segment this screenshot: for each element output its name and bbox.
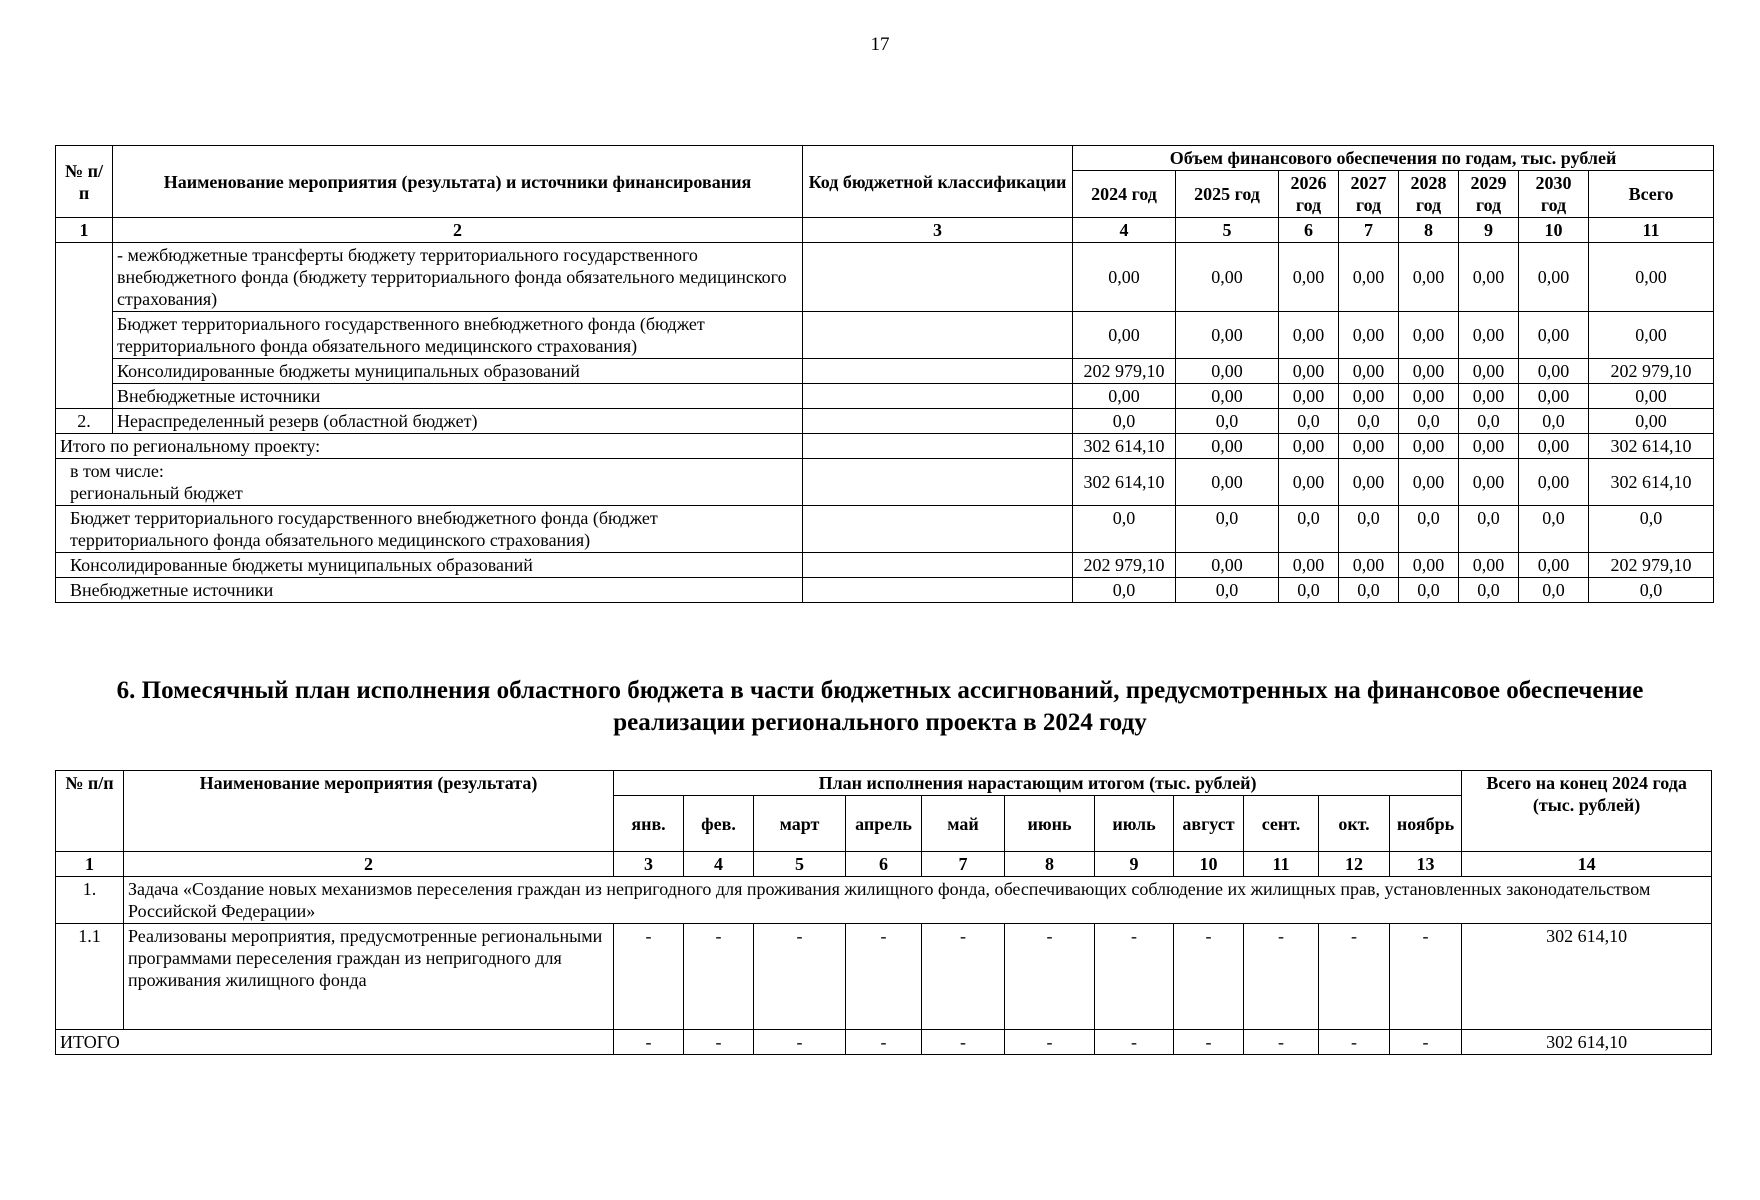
value-cell: 0,0: [1279, 506, 1339, 553]
value-cell: 0,00: [1339, 384, 1399, 409]
value-cell: 0,00: [1459, 312, 1519, 359]
header-month: июнь: [1005, 796, 1095, 852]
value-cell: 0,0: [1459, 506, 1519, 553]
month-value: -: [1390, 924, 1462, 1030]
value-cell: 0,00: [1339, 459, 1399, 506]
month-value: -: [1319, 924, 1390, 1030]
value-cell: 0,00: [1339, 243, 1399, 312]
total-row: [56, 459, 1714, 506]
value-cell: 0,00: [1519, 384, 1589, 409]
value-cell: 0,0: [1176, 578, 1279, 603]
value-cell: 302 614,10: [1589, 434, 1714, 459]
header-funding-group: Объем финансового обеспечения по годам, тыс. рублей: [1073, 146, 1714, 171]
total-row-name-line2: региональный бюджет: [70, 483, 243, 503]
value-cell: 0,00: [1339, 359, 1399, 384]
page-number: 17: [870, 34, 890, 55]
col-number: 12: [1319, 852, 1390, 877]
col-number: 6: [846, 852, 922, 877]
column-number-row: [56, 218, 1714, 243]
row-name: - межбюджетные трансферты бюджету территориального государственного внебюджетного фонда (бюджету территориального фонда обязательного медицинского страхования): [113, 243, 803, 312]
value-cell: 0,0: [1176, 506, 1279, 553]
value-cell: 0,00: [1339, 434, 1399, 459]
value-cell: 0,00: [1073, 312, 1176, 359]
col-number: 9: [1095, 852, 1174, 877]
task-row: [56, 877, 1712, 924]
value-cell: 0,00: [1279, 243, 1339, 312]
value-cell: 0,00: [1459, 553, 1519, 578]
header-name: Наименование мероприятия (результата) и источники финансирования: [113, 146, 803, 218]
value-cell: 0,0: [1519, 409, 1589, 434]
total-row-name: [56, 459, 803, 506]
month-value: -: [1005, 1030, 1095, 1055]
value-cell: 0,00: [1176, 243, 1279, 312]
header-month: май: [922, 796, 1005, 852]
value-cell: 0,00: [1279, 384, 1339, 409]
value-cell: 0,0: [1073, 578, 1176, 603]
header-2024: 2024 год: [1073, 171, 1176, 218]
row-name: Консолидированные бюджеты муниципальных образований: [113, 359, 803, 384]
row-kbk: [803, 553, 1073, 578]
value-cell: 0,00: [1279, 459, 1339, 506]
task-text: Задача «Создание новых механизмов переселения граждан из непригодного для проживания жилищного фонда, обеспечивающих соблюдение их жилищных прав, установленных законодательством Российской Федерации»: [124, 877, 1712, 924]
col-number: 10: [1174, 852, 1244, 877]
value-cell: 0,00: [1459, 243, 1519, 312]
col-number: 4: [684, 852, 754, 877]
month-value: -: [1095, 1030, 1174, 1055]
monthly-plan-table: [55, 770, 1712, 1055]
value-cell: 0,00: [1176, 459, 1279, 506]
total-row-name: Внебюджетные источники: [56, 578, 803, 603]
month-value: -: [1095, 924, 1174, 1030]
value-cell: 0,00: [1399, 553, 1459, 578]
month-value: -: [684, 924, 754, 1030]
table-row: [56, 924, 1712, 1030]
total-row-name: Бюджет территориального государственного внебюджетного фонда (бюджет территориального фонда обязательного медицинского страхования): [56, 506, 803, 553]
value-cell: 0,00: [1073, 384, 1176, 409]
row-kbk: [803, 243, 1073, 312]
month-value: -: [754, 1030, 846, 1055]
value-cell: 0,0: [1519, 506, 1589, 553]
row-kbk: [803, 409, 1073, 434]
row-num: 2.: [56, 409, 113, 434]
value-cell: 0,0: [1279, 578, 1339, 603]
value-cell: 0,00: [1399, 312, 1459, 359]
header-plan-group: План исполнения нарастающим итогом (тыс. рублей): [614, 771, 1462, 796]
value-cell: 0,00: [1176, 553, 1279, 578]
header-month: янв.: [614, 796, 684, 852]
value-cell: 0,00: [1459, 359, 1519, 384]
total-row: [56, 1030, 1712, 1055]
col-number: 4: [1073, 218, 1176, 243]
value-cell: 302 614,10: [1589, 459, 1714, 506]
value-cell: 202 979,10: [1589, 553, 1714, 578]
col-number: 8: [1005, 852, 1095, 877]
month-value: -: [1244, 1030, 1319, 1055]
header-2025: 2025 год: [1176, 171, 1279, 218]
total-row-name: Консолидированные бюджеты муниципальных образований: [56, 553, 803, 578]
header-total: Всего: [1589, 171, 1714, 218]
value-cell: 0,00: [1339, 553, 1399, 578]
col-number: 11: [1589, 218, 1714, 243]
header-num: № п/п: [56, 771, 124, 852]
row-kbk: [803, 384, 1073, 409]
value-cell: 202 979,10: [1073, 359, 1176, 384]
header-month: ноябрь: [1390, 796, 1462, 852]
value-cell: 0,00: [1073, 243, 1176, 312]
header-month: сент.: [1244, 796, 1319, 852]
value-cell: 0,00: [1399, 384, 1459, 409]
header-total: Всего на конец 2024 года (тыс. рублей): [1462, 771, 1712, 852]
value-cell: 0,00: [1589, 409, 1714, 434]
col-number: 1: [56, 218, 113, 243]
header-month: фев.: [684, 796, 754, 852]
value-cell: 302 614,10: [1073, 459, 1176, 506]
value-cell: 0,00: [1519, 434, 1589, 459]
value-cell: 0,0: [1339, 506, 1399, 553]
value-cell: 0,0: [1073, 506, 1176, 553]
value-cell: 302 614,10: [1073, 434, 1176, 459]
total-row: [56, 506, 1714, 553]
table-row: [56, 409, 1714, 434]
section-6-heading: 6. Помесячный план исполнения областного бюджета в части бюджетных ассигнований, предусмотренных на финансовое обеспечение реализации регионального проекта в 2024 году: [116, 677, 1644, 736]
value-cell: 202 979,10: [1073, 553, 1176, 578]
value-cell: 0,00: [1176, 312, 1279, 359]
total-label: ИТОГО: [56, 1030, 614, 1055]
month-value: -: [754, 924, 846, 1030]
row-num: [56, 243, 113, 409]
value-cell: 0,00: [1519, 553, 1589, 578]
header-month: август: [1174, 796, 1244, 852]
col-number: 2: [113, 218, 803, 243]
value-cell: 0,00: [1399, 434, 1459, 459]
month-value: -: [1319, 1030, 1390, 1055]
row-kbk: [803, 359, 1073, 384]
value-cell: 0,00: [1399, 359, 1459, 384]
value-cell: 0,0: [1519, 578, 1589, 603]
value-cell: 0,00: [1459, 384, 1519, 409]
value-cell: 0,00: [1459, 434, 1519, 459]
value-cell: 0,00: [1279, 553, 1339, 578]
value-cell: 0,0: [1399, 409, 1459, 434]
value-cell: 202 979,10: [1589, 359, 1714, 384]
month-value: -: [614, 1030, 684, 1055]
header-2030: 2030 год: [1519, 171, 1589, 218]
value-cell: 0,00: [1176, 434, 1279, 459]
value-cell: 0,0: [1339, 409, 1399, 434]
month-value: -: [1174, 1030, 1244, 1055]
value-cell: 0,00: [1339, 312, 1399, 359]
value-cell: 0,00: [1519, 312, 1589, 359]
col-number: 5: [754, 852, 846, 877]
grand-total: 302 614,10: [1462, 1030, 1712, 1055]
row-kbk: [803, 312, 1073, 359]
month-value: -: [846, 924, 922, 1030]
header-2027: 2027 год: [1339, 171, 1399, 218]
value-cell: 0,00: [1176, 359, 1279, 384]
total-row-name: Итого по региональному проекту:: [56, 434, 803, 459]
header-2029: 2029 год: [1459, 171, 1519, 218]
value-cell: 0,00: [1176, 384, 1279, 409]
col-number: 11: [1244, 852, 1319, 877]
value-cell: 0,0: [1399, 506, 1459, 553]
value-cell: 0,0: [1279, 409, 1339, 434]
value-cell: 0,00: [1519, 359, 1589, 384]
total-row: [56, 578, 1714, 603]
value-cell: 0,0: [1459, 578, 1519, 603]
col-number: 5: [1176, 218, 1279, 243]
header-month: апрель: [846, 796, 922, 852]
value-cell: 0,00: [1519, 459, 1589, 506]
col-number: 2: [124, 852, 614, 877]
item-total: 302 614,10: [1462, 924, 1712, 1030]
value-cell: 0,0: [1589, 506, 1714, 553]
col-number: 3: [803, 218, 1073, 243]
value-cell: 0,0: [1589, 578, 1714, 603]
col-number: 9: [1459, 218, 1519, 243]
value-cell: 0,00: [1589, 243, 1714, 312]
value-cell: 0,00: [1279, 312, 1339, 359]
value-cell: 0,00: [1519, 243, 1589, 312]
value-cell: 0,00: [1279, 434, 1339, 459]
financing-table: [55, 145, 1714, 603]
row-kbk: [803, 506, 1073, 553]
table-row: [56, 243, 1714, 312]
month-value: -: [922, 924, 1005, 1030]
value-cell: 0,00: [1459, 459, 1519, 506]
col-number: 7: [922, 852, 1005, 877]
col-number: 3: [614, 852, 684, 877]
header-month: март: [754, 796, 846, 852]
table-row: [56, 359, 1714, 384]
col-number: 7: [1339, 218, 1399, 243]
col-number: 10: [1519, 218, 1589, 243]
row-kbk: [803, 578, 1073, 603]
month-value: -: [614, 924, 684, 1030]
header-name: Наименование мероприятия (результата): [124, 771, 614, 852]
value-cell: 0,0: [1399, 578, 1459, 603]
total-row: [56, 434, 1714, 459]
month-value: -: [1390, 1030, 1462, 1055]
value-cell: 0,0: [1176, 409, 1279, 434]
value-cell: 0,0: [1073, 409, 1176, 434]
row-kbk: [803, 459, 1073, 506]
month-value: -: [1244, 924, 1319, 1030]
header-month: окт.: [1319, 796, 1390, 852]
value-cell: 0,00: [1399, 459, 1459, 506]
header-num: № п/п: [56, 146, 113, 218]
month-value: -: [1174, 924, 1244, 1030]
item-num: 1.1: [56, 924, 124, 1030]
value-cell: 0,00: [1589, 384, 1714, 409]
total-row: [56, 553, 1714, 578]
month-value: -: [684, 1030, 754, 1055]
row-kbk: [803, 434, 1073, 459]
col-number: 1: [56, 852, 124, 877]
column-number-row: [56, 852, 1712, 877]
value-cell: 0,0: [1459, 409, 1519, 434]
value-cell: 0,00: [1399, 243, 1459, 312]
col-number: 13: [1390, 852, 1462, 877]
month-value: -: [1005, 924, 1095, 1030]
value-cell: 0,0: [1339, 578, 1399, 603]
header-kbk: Код бюджетной классификации: [803, 146, 1073, 218]
table-row: [56, 312, 1714, 359]
item-name: Реализованы мероприятия, предусмотренные региональными программами переселения граждан из непригодного для проживания жилищного фонда: [124, 924, 614, 1030]
table-row: [56, 384, 1714, 409]
header-2028: 2028 год: [1399, 171, 1459, 218]
total-row-name-line1: в том числе:: [70, 461, 164, 481]
row-name: Внебюджетные источники: [113, 384, 803, 409]
header-2026: 2026 год: [1279, 171, 1339, 218]
header-month: июль: [1095, 796, 1174, 852]
col-number: 14: [1462, 852, 1712, 877]
row-name: Бюджет территориального государственного внебюджетного фонда (бюджет территориального фонда обязательного медицинского страхования): [113, 312, 803, 359]
value-cell: 0,00: [1279, 359, 1339, 384]
month-value: -: [922, 1030, 1005, 1055]
month-value: -: [846, 1030, 922, 1055]
col-number: 6: [1279, 218, 1339, 243]
row-name: Нераспределенный резерв (областной бюджет): [113, 409, 803, 434]
value-cell: 0,00: [1589, 312, 1714, 359]
col-number: 8: [1399, 218, 1459, 243]
task-num: 1.: [56, 877, 124, 924]
